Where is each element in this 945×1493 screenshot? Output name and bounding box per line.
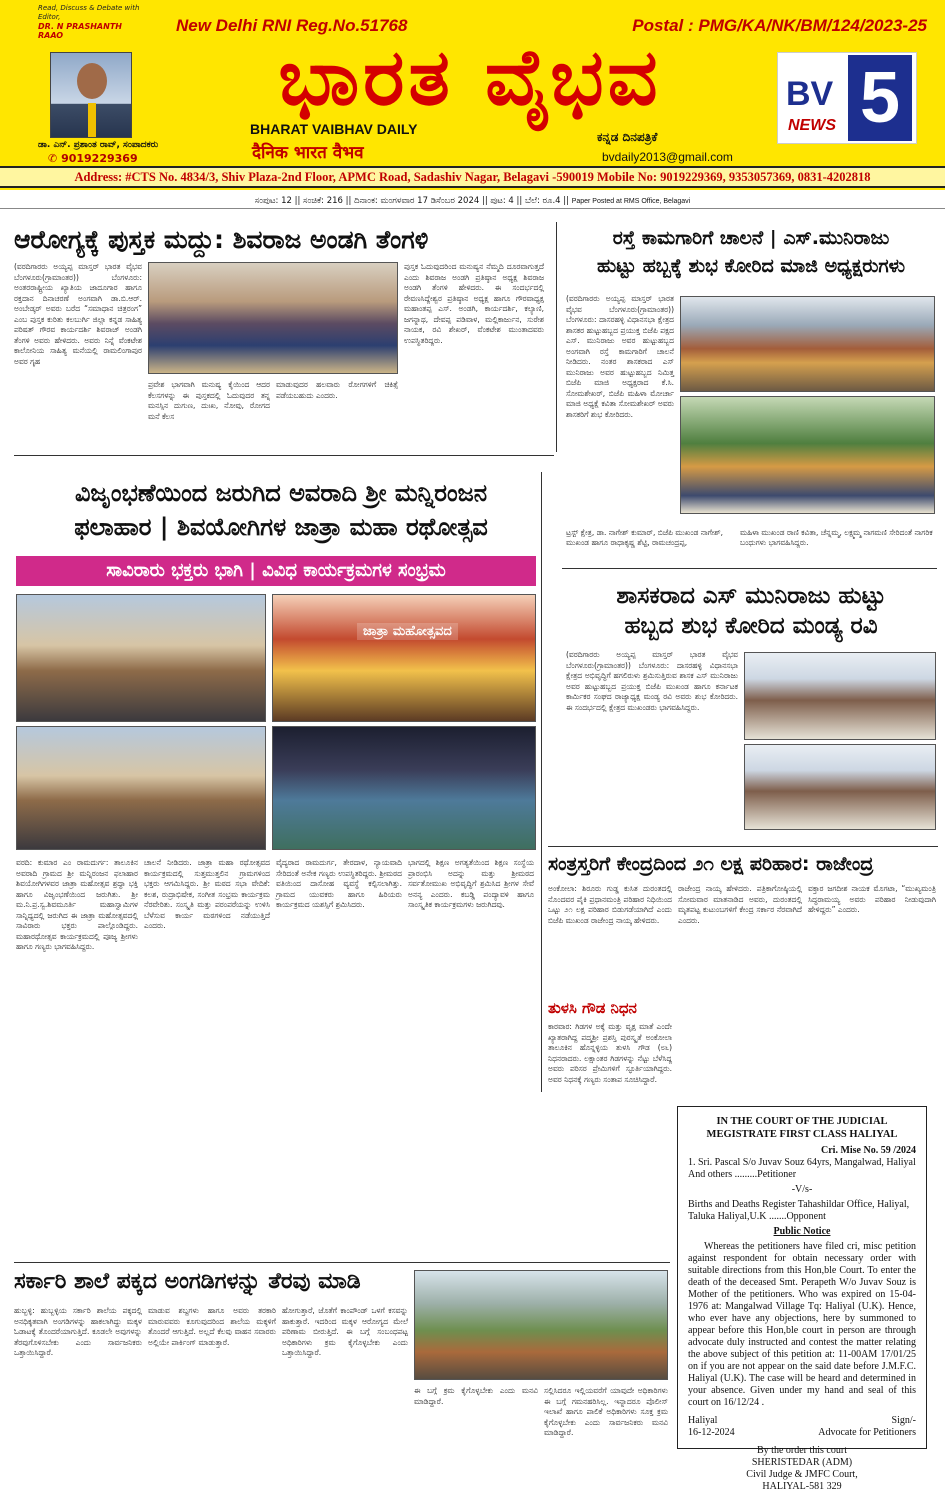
story-divider: [562, 568, 937, 569]
editor-phone: [48, 152, 138, 165]
posted-at: Paper Posted at RMS Office, Belagavi: [571, 198, 691, 205]
office-address: Address: #CTS No. 4834/3, Shiv Plaza-2nd Floor, APMC Road, Sadashiv Nagar, Belagavi -590019 Mobile No: 9019229369, 9353057369, 0831-4202818: [0, 166, 945, 188]
court-mise-no: Cri. Mise No. 59 /2024: [821, 1145, 916, 1156]
story5-col2: ರಾಜೇಂದ್ರ ನಾಯ್ಕ ಹೇಳಿದರು. ಪತ್ರಿಕಾಗೋಷ್ಠಿಯಲ್ಲಿ ಸೋಮವಾರ ಮಾತನಾಡಿದ ಅವರು, ದುರಂತದಲ್ಲಿ ಮೃತಪಟ್ಟ ಕುಟುಂಬಗಳಿಗೆ ಕೇಂದ್ರ ಸರ್ಕಾರ ನೆರವಾಗಿದೆ ಎಂದರು.: [678, 884, 802, 925]
story-divider: [14, 455, 554, 456]
court-place: Haliyal: [688, 1415, 718, 1426]
court-vs: -V/s-: [791, 1184, 813, 1195]
newspaper-title: ಭಾರತ ವೈಭವ: [278, 33, 662, 123]
editor-face: [77, 63, 107, 99]
story1-headline: ಆರೋಗ್ಯಕ್ಕೆ ಪುಸ್ತಕ ಮದ್ದು: ಶಿವರಾಜ ಅಂಡಗಿ ತೆಂಗಳಿ: [14, 225, 429, 254]
story2-headline-line1: ರಸ್ತೆ ಕಾಮಗಾರಿಗೆ ಚಾಲನೆ | ಎಸ್.ಮುನಿರಾಜು: [612, 227, 890, 249]
court-heading: IN THE COURT OF THE JUDICIAL MEGISTRATE FIRST CLASS HALIYAL: [706, 1116, 898, 1140]
story3-col4: ಭಾಗದಲ್ಲಿ ಶಿಕ್ಷಣ ಅಗತ್ಯತೆಯಿಂದ ಶಿಕ್ಷಣ ಸಂಸ್ಥೆಯ ಪ್ರಾರಂಭಿಸಿ ಅದನ್ನು ಮತ್ತು ಶ್ರೀಮಠದ ಸರ್ವತೋಮುಖ ಅಭಿವೃದ್ಧಿಗೆ ಶ್ರಮಿಸಿದ ಶ್ರೀಗಳ ಸೇವೆ ಅನನ್ಯ ಎಂದರು. ಕಬಡ್ಡಿ ಪಂದ್ಯಾವಳಿ ಹಾಗೂ ಸಾಂಸ್ಕೃತಿಕ ಕಾರ್ಯಕ್ರಮಗಳು ಜರುಗಿದವು.: [408, 858, 534, 909]
editor-name-kannada: ಡಾ. ಎನ್. ಪ್ರಶಾಂತ ರಾವ್, ಸಂಪಾದಕರು: [38, 140, 159, 150]
story1-col3: ಪುಸ್ತಕ ಓದುವುದರಿಂದ ಮನುಷ್ಯನ ನೆಮ್ಮದಿ ದೂರವಾಗುತ್ತದೆ ಎಂದು ಶಿವರಾಜ ಅಂಡಗಿ ಪ್ರತಿಷ್ಠಾನ ಅಧ್ಯಕ್ಷ ಶಿವರಾಜ ಅಂಡಗಿ ತೆಂಗಳಿ ಹೇಳಿದರು. ಈ ಸಂದರ್ಭದಲ್ಲಿ ರೇವಣಸಿದ್ದೇಶ್ವರ ಪ್ರತಿಷ್ಠಾನ ಅಧ್ಯಕ್ಷ ಹಾಗೂ ಗೌರವಾಧ್ಯಕ್ಷ ಮಹಾಂತಪ್ಪ ಎಸ್. ಅಂಡಗಿ, ಕಾರ್ಯದರ್ಶಿ, ಕಲ್ಯಾಣಿ, ಜಗನ್ನಾಥ, ದೇವಪ್ಪ ಪಡಿವಾಳ, ಮಲ್ಲಿಕಾರ್ಜುನ, ಸುರೇಶ ನಾಯಕ, ರವಿ ಶೇಖರ್, ವೆಂಕಟೇಶ ಮುಂತಾದವರು ಉಪಸ್ಥಿತರಿದ್ದರು.: [404, 262, 544, 345]
story1-photo: [148, 262, 398, 374]
editor-tie: [88, 103, 96, 137]
court-notice-title: Public Notice: [773, 1226, 831, 1237]
court-date: 16-12-2024: [688, 1427, 735, 1438]
story4-col: (ವರದಿಗಾರರು ಅಯ್ಯಪ್ಪ ಮಾಸ್ತರ್ ಭಾರತ ವೈಭವ ಬೆಂಗಳೂರು(ಗ್ರಾಮಾಂತರ)) ಬೆಂಗಳೂರು: ದಾಸರಹಳ್ಳಿ ವಿಧಾನಸಭಾ ಕ್ಷೇತ್ರದ ಅಭಿವೃದ್ಧಿಗೆ ಹಗಲಿರುಳು ಶ್ರಮಿಸುತ್ತಿರುವ ಶಾಸಕ ಎಸ್ ಮುನಿರಾಜು ಅವರ ಹುಟ್ಟುಹಬ್ಬದ ಪ್ರಯುಕ್ತ ಬಿಜೆಪಿ ಮುಖಂಡ ಹಾಗೂ ಕರ್ನಾಟಕ ಕಾರ್ಮಿಕರ ಸಂಘದ ರಾಜ್ಯಾಧ್ಯಕ್ಷ ಮಂಡ್ಯ ರವಿ ಅವರು ಶುಭ ಕೋರಿದರು. ಈ ಸಂದರ್ಭದಲ್ಲಿ ಕ್ಷೇತ್ರದ ಮುಖಂಡರು ಭಾಗವಹಿಸಿದ್ದರು.: [566, 650, 738, 712]
story3-chariot-photo: [16, 726, 266, 850]
logo-news: NEWS: [788, 117, 836, 134]
story6-headline: ತುಳಸಿ ಗೌಡ ನಿಧನ: [548, 999, 637, 1017]
story3-headline-line2: ಫಲಾಹಾರ | ಶಿವಯೋಗಿಗಳ ಜಾತ್ರಾ ಮಹಾ ರಥೋತ್ಸವ: [74, 513, 488, 541]
court-civil-judge: Civil Judge & JMFC Court,: [746, 1469, 858, 1480]
editor-name: DR. N PRASHANTH RAAO: [38, 22, 122, 40]
story3-portraits-photo: [16, 594, 266, 722]
court-date-row: [688, 1427, 916, 1439]
story1-col2: ಪ್ರವೇಶ ಭಾಗವಾಗಿ ಮನುಷ್ಯ ಕೈಯಿಂದ ಆದರ ಕೆಲಸಗಳನ್ನು ಈ ಪುಸ್ತಕದಲ್ಲಿ ಓದುವುದರ ತನ್ನ ಮನಸ್ಸಿನ ದುಗುಣ, ದುಃಖ, ನೋವು, ರೋಗದ ಮನೆ ಕೆಲಸ: [148, 380, 270, 421]
story3-stage-photo: [272, 594, 536, 722]
story3-col3: ವೈದ್ಯರಾದ ರಾಮದುರ್ಗ, ತೇರದಾಳ, ನ್ಯಾಯವಾದಿ ಸೇರಿದಂತೆ ಅನೇಕ ಗಣ್ಯರು ಉಪಸ್ಥಿತರಿದ್ದರು. ಶ್ರೀಮಠದ ವತಿಯಿಂದ ದಾಸೋಹ ವ್ಯವಸ್ಥೆ ಕಲ್ಪಿಸಲಾಗಿತ್ತು. ಗ್ರಾಮದ ಯುವಕರು ಹಾಗೂ ಹಿರಿಯರು ಕಾರ್ಯಕ್ರಮದ ಯಶಸ್ಸಿಗೆ ಶ್ರಮಿಸಿದರು.: [276, 858, 402, 909]
court-petitioner: 1. Sri. Pascal S/o Juvav Souz 64yrs, Mangalwad, Haliyal And others .........Petitioner: [688, 1157, 916, 1180]
story7-col5: ಸಲ್ಲಿಸಿದರೂ ಇಲ್ಲಿಯವರೆಗೆ ಯಾವುದೇ ಅಧಿಕಾರಿಗಳು ಈ ಬಗ್ಗೆ ಗಮನಹರಿಸಿಲ್ಲ. ಇನ್ನಾದರೂ ಪೊಲೀಸ್ ಇಲಾಖೆ ಹಾಗೂ ಪಾಲಿಕೆ ಅಧಿಕಾರಿಗಳು ಸೂಕ್ತ ಕ್ರಮ ಕೈಗೊಳ್ಳಬೇಕು ಎಂದು ಸಾರ್ವಜನಿಕರು ಮನವಿ ಮಾಡಿದ್ದಾರೆ.: [544, 1386, 668, 1437]
story2-caption2: ಮಹಿಳಾ ಮುಖಂಡ ರಾಣಿ ಕವಿತಾ, ಚೆನ್ನಮ್ಮ, ಲಕ್ಷ್ಮಮ್ಮ ನಾಗಮಣಿ ಸೇರಿದಂತೆ ನಾಗರಿಕ ಬಂಧುಗಳು ಭಾಗವಹಿಸಿದ್ದರು.: [740, 528, 933, 547]
story2-col: (ವರದಿಗಾರರು ಅಯ್ಯಪ್ಪ ಮಾಸ್ತರ್ ಭಾರತ ವೈಭವ ಬೆಂಗಳೂರು(ಗ್ರಾಮಾಂತರ)) ಬೆಂಗಳೂರು: ದಾಸರಹಳ್ಳಿ ವಿಧಾನಸಭಾ ಕ್ಷೇತ್ರದ ಶಾಸಕರ ಹುಟ್ಟುಹಬ್ಬದ ಪ್ರಯುಕ್ತ ಬಿಜೆಪಿ ಪಕ್ಷದ ಎಸ್. ಮುನಿರಾಜು ಅವರ ಹುಟ್ಟುಹಬ್ಬದ ಅಂಗವಾಗಿ ರಸ್ತೆ ಕಾಮಗಾರಿಗೆ ಚಾಲನೆ ನೀಡಿದರು. ನಂತರ ಶಾಸಕರಾದ ಎಸ್ ಮುನಿರಾಜು ಅವರ ಹುಟ್ಟುಹಬ್ಬದ ನಿಮಿತ್ತ ಬಿಜೆಪಿ ಮಾಜಿ ಅಧ್ಯಕ್ಷರಾದ ಕೆ.ಸಿ. ಸೋಮಶೇಖರ್, ಬಿಜೆಪಿ ಮಹಿಳಾ ಮೋರ್ಚಾ ಮಾಜಿ ಅಧ್ಯಕ್ಷೆ ಕವಿತಾ ಸೋಮಶೇಖರ್ ಅವರು ಶಾಸಕರಿಗೆ ಶುಭ ಕೋರಿದರು.: [566, 294, 674, 419]
court-opponent: Births and Deaths Register Tahashildar Office, Haliyal, Taluka Haliyal,U.K .......Opponent: [688, 1199, 910, 1222]
story2-headline-line2: ಹುಟ್ಟು ಹಬ್ಬಕ್ಕೆ ಶುಭ ಕೋರಿದ ಮಾಜಿ ಅಧ್ಯಕ್ಷರುಗಳು: [596, 255, 906, 277]
story3-kabaddi-photo: [272, 726, 536, 850]
story1-bottom2: ಮಾಡುವುದರ ಹಲವಾರು ರೋಗಗಳಿಗೆ ಚಿಕಿತ್ಸೆ ಪಡೆಯಬಹುದು ಎಂದರು.: [276, 380, 398, 400]
story4-photo1: [744, 652, 936, 740]
court-sign: Sign/-: [891, 1415, 916, 1426]
court-sheristedar: SHERISTEDAR (ADM): [751, 1457, 853, 1468]
logo-bv: BV: [786, 75, 834, 113]
subtitle-english: BHARAT VAIBHAV DAILY: [250, 121, 418, 137]
logo-five: 5: [848, 55, 912, 141]
story2-photo2: [680, 396, 935, 514]
column-divider: [556, 222, 557, 452]
rni-number: New Delhi RNI Reg.No.51768: [176, 16, 408, 35]
story7-photo: [414, 1270, 668, 1380]
story5-col1: ಅಂಕೋಲಾ: ಶಿರೂರು ಗುಡ್ಡ ಕುಸಿತ ದುರಂತದಲ್ಲಿ ನೊಂದವರ ಪೈಕಿ ಪ್ರಧಾನಮಂತ್ರಿ ಪರಿಹಾರ ನಿಧಿಯಿಂದ ಒಟ್ಟು ೨೧ ಲಕ್ಷ ಪರಿಹಾರ ಬಿಡುಗಡೆಯಾಗಿದೆ ಎಂದು ಬಿಜೆಪಿ ಮುಖಂಡ ರಾಜೇಂದ್ರ ನಾಯ್ಕ ಹೇಳಿದರು.: [548, 884, 672, 925]
story4-photo2: [744, 744, 936, 830]
story3-banner: ಸಾವಿರಾರು ಭಕ್ತರು ಭಾಗಿ | ವಿವಿಧ ಕಾರ್ಯಕ್ರಮಗಳ ಸಂಭ್ರಮ: [16, 556, 536, 586]
story7-headline: ಸರ್ಕಾರಿ ಶಾಲೆ ಪಕ್ಕದ ಅಂಗಡಿಗಳನ್ನು ತೆರವು ಮಾಡಿ: [14, 1269, 361, 1294]
court-public-notice: [677, 1106, 927, 1492]
column-divider: [541, 472, 542, 1092]
story-divider: [548, 846, 938, 847]
editor-photo: [50, 52, 132, 138]
phone-icon: ✆: [48, 152, 58, 165]
masthead: [0, 0, 945, 190]
story3-col2: ಚಾಲನೆ ನೀಡಿದರು. ಜಾತ್ರಾ ಮಹಾ ರಥೋತ್ಸವದ ಕಾರ್ಯಕ್ರಮದಲ್ಲಿ ಸುತ್ತಮುತ್ತಲಿನ ಗ್ರಾಮಗಳಿಂದ ಭಕ್ತರು ಆಗಮಿಸಿದ್ದರು. ಶ್ರೀ ಮಠದ ಸಭಾ ವೇದಿಕೆ: ಕಲಶ, ರುದ್ರಾಭಿಷೇಕ, ಸಂಗೀತ ಸಂಭ್ರಮ ಕಾರ್ಯಕ್ರಮ ನೆರವೇರಿತು. ಸಂಸ್ಕೃತಿ ಮತ್ತು ಪರಂಪರೆಯನ್ನು ಉಳಿಸಿ ಬೆಳೆಸುವ ಕಾರ್ಯ ಮಠಗಳಿಂದ ನಡೆಯುತ್ತಿದೆ ಎಂದರು.: [144, 858, 270, 930]
story2-caption1: ಟ್ರಸ್ಟ್ ಕ್ಷೇತ್ರ, ಡಾ. ನಾಗೇಶ್ ಕುಮಾರ್, ಬಿಜೆಪಿ ಮುಖಂಡ ನಾಗೇಶ್, ಮುಖಂಡ ಹಾಗೂ ರಾಧಾಕೃಷ್ಣ ಶೆಟ್ಟಿ, ರಾಮಚಂದ್ರಪ್ಪ,: [566, 528, 724, 547]
editor-phone-number: 9019229369: [61, 152, 138, 165]
court-place-row: [688, 1415, 916, 1427]
story7-col4: ಈ ಬಗ್ಗೆ ಕ್ರಮ ಕೈಗೊಳ್ಳಬೇಕು ಎಂದು ಮನವಿ ಮಾಡಿದ್ದಾರೆ.: [414, 1386, 538, 1406]
story3-col1: ವರದಿ: ಕುಮಾರ ಎಂ ರಾಮದುರ್ಗ: ತಾಲೂಕಿನ ಅವರಾದಿ ಗ್ರಾಮದ ಶ್ರೀ ಮನ್ನಿರಂಜನ ಫಲಾಹಾರ ಶಿವಯೋಗಿಗಳವರ ಜಾತ್ರಾ ಮಹೋತ್ಸವ ಶ್ರದ್ಧಾ ಭಕ್ತಿ ಹಾಗೂ ವಿಜೃಂಭಣೆಯಿಂದ ಜರುಗಿತು. ಶ್ರೀ ಮ.ನಿ.ಪ್ರ.ಸ್ವ.ಶಿವಮೂರ್ತಿ ಮಹಾಸ್ವಾಮಿಗಳ ಸಾನ್ನಿಧ್ಯದಲ್ಲಿ ಜರುಗಿದ ಈ ಜಾತ್ರಾ ಮಹೋತ್ಸವದಲ್ಲಿ ಸಾವಿರಾರು ಭಕ್ತರು ಪಾಲ್ಗೊಂಡಿದ್ದರು. ಮಹಾರಥೋತ್ಸವ ಕಾರ್ಯಕ್ರಮದಲ್ಲಿ ಪೂಜ್ಯ ಶ್ರೀಗಳು ಹಾಗೂ ಗಣ್ಯರು ಭಾಗವಹಿಸಿದ್ದರು.: [16, 858, 138, 951]
stage-banner-text: ಜಾತ್ರಾ ಮಹೋತ್ಸವದ: [357, 623, 458, 640]
story5-col3: ವಕ್ತಾರ ಜಗದೀಶ ನಾಯಕ ಮೊಗಟಾ, “ಮುಖ್ಯಮಂತ್ರಿ ಸಿದ್ಧರಾಮಯ್ಯ ಅವರು ಪರಿಹಾರ ನೀಡುವುದಾಗಿ ಹೇಳಿದ್ದರು” ಎಂದರು.: [808, 884, 936, 914]
story4-headline-line2: ಹಬ್ಬದ ಶುಭ ಕೋರಿದ ಮಂಡ್ಯ ರವಿ: [624, 613, 878, 639]
court-haliyal: HALIYAL-581 329: [762, 1481, 842, 1492]
story2-photo1: [680, 296, 935, 392]
story4-headline-line1: ಶಾಸಕರಾದ ಎಸ್ ಮುನಿರಾಜು ಹುಟ್ಟು: [616, 583, 886, 609]
bv5-news-logo: [777, 52, 917, 144]
story3-headline-line1: ವಿಜೃಂಭಣೆಯಿಂದ ಜರುಗಿದ ಅವರಾದಿ ಶ್ರೀ ಮನ್ನಿರಂಜನ: [74, 479, 488, 507]
story7-col2: ಮಾಡುವ ಶಬ್ದಗಳು ಹಾಗೂ ಅವರು ತರಕಾರಿ ಮಾರುವವರು ಕೂಗುವುದರಿಂದ ಶಾಲೆಯ ಮಕ್ಕಳಿಗೆ ತೊಂದರೆ ಆಗುತ್ತಿದೆ. ಅಲ್ಲದೆ ಕೆಲವು ವಾಹನ ಸವಾರರು ಅಲ್ಲಿಯೇ ಪಾರ್ಕಿಂಗ್ ಮಾಡುತ್ತಾರೆ.: [148, 1306, 276, 1347]
court-notice-body: Whereas the petitioners have filed cri, misc petition against respondent for obtain necessary order with suitable directions from this Hon,ble Court. To enter the death of the deceased Smt. Perapeth W/o Juvav Souz is Mother of the petitioners. Who was expired on 15-04-1976 at: Mangalwad Village Tq: Haliyal (U.K). Hence, who ever have any objections, here by summoned to appear before this Hon,ble court in person are through advocate duly instructed and contest the matter relating the above subject of this petition at: 11-00AM 17/01/25 on if you are not appear on the said date before J.M.F.C. Haliyal (U.K). The case will be heard and determined in your absence. Given under my hand and seal of this court on 16/12/24 .: [688, 1241, 916, 1408]
issue-details: ಸಂಪುಟ: 12 || ಸಂಚಿಕೆ: 216 || ದಿನಾಂಕ: ಮಂಗಳವಾರ 17 ಡಿಸೆಂಬರ 2024 || ಪುಟ: 4 || ಬೆಲೆ: ರೂ.4 ||: [254, 196, 569, 206]
editor-top-text: Read, Discuss & Debate with Editor,: [38, 4, 140, 21]
subtitle-hindi: दैनिक भारत वैभव: [252, 143, 364, 163]
story7-col1: ಹುಬ್ಬಳ್ಳಿ: ಹುಬ್ಬಳ್ಳಿಯ ಸರ್ಕಾರಿ ಶಾಲೆಯ ಪಕ್ಕದಲ್ಲಿ ಅನಧಿಕೃತವಾಗಿ ಅಂಗಡಿಗಳನ್ನು ಹಾಕಲಾಗಿದ್ದು ಮಕ್ಕಳ ಓಡಾಟಕ್ಕೆ ತೊಂದರೆಯಾಗುತ್ತಿದೆ. ಕೂಡಲೇ ಅವುಗಳನ್ನು ತೆರವುಗೊಳಿಸಬೇಕು ಎಂದು ಸಾರ್ವಜನಿಕರು ಒತ್ತಾಯಿಸಿದ್ದಾರೆ.: [14, 1306, 142, 1357]
newspaper-email: bvdaily2013@gmail.com: [602, 150, 733, 164]
court-order-line: By the order this court: [757, 1445, 847, 1456]
story7-col3: ಹೋಗುತ್ತಾರೆ, ಜೊತೆಗೆ ಕಾಂಪೌಂಡ್ ಒಳಗೆ ಕಸವನ್ನು ಹಾಕುತ್ತಾರೆ. ಇದರಿಂದ ಮಕ್ಕಳ ಆರೋಗ್ಯದ ಮೇಲೆ ಪರಿಣಾಮ ಬೀರುತ್ತಿದೆ. ಈ ಬಗ್ಗೆ ಸಂಬಂಧಪಟ್ಟ ಅಧಿಕಾರಿಗಳು ಕ್ರಮ ಕೈಗೊಳ್ಳಬೇಕು ಎಂದು ಒತ್ತಾಯಿಸಿದ್ದಾರೆ.: [282, 1306, 408, 1357]
kannada-daily-label: ಕನ್ನಡ ದಿನಪತ್ರಿಕೆ: [597, 130, 658, 144]
story-divider: [14, 1262, 670, 1263]
editor-intro: [38, 4, 148, 40]
story6-col: ಕಾರವಾರ: ಗಿಡಗಳ ಅಕ್ಕೆ ಮತ್ತು ವೃಕ್ಷ ಮಾತೆ ಎಂದೇ ಖ್ಯಾತರಾಗಿದ್ದ ಪದ್ಮಶ್ರೀ ಪ್ರಶಸ್ತಿ ಪುರಸ್ಕೃತೆ ಅಂಕೋಲಾ ತಾಲೂಕಿನ ಹೊನ್ನಳ್ಳಿಯ ತುಳಸಿ ಗೌಡ (೮೬) ನಿಧನರಾದರು. ಲಕ್ಷಾಂತರ ಗಿಡಗಳನ್ನು ನೆಟ್ಟು ಬೆಳೆಸಿದ್ದ ಅವರು ಪರಿಸರ ಪ್ರೇಮಿಗಳಿಗೆ ಸ್ಫೂರ್ತಿಯಾಗಿದ್ದರು. ಅವರ ನಿಧನಕ್ಕೆ ಗಣ್ಯರು ಸಂತಾಪ ಸೂಚಿಸಿದ್ದಾರೆ.: [548, 1022, 672, 1084]
court-advocate: Advocate for Petitioners: [818, 1427, 916, 1438]
postal-number: Postal : PMG/KA/NK/BM/124/2023-25: [632, 16, 927, 35]
story5-headline: ಸಂತ್ರಸ್ತರಿಗೆ ಕೇಂದ್ರದಿಂದ ೨೧ ಲಕ್ಷ ಪರಿಹಾರ: ರಾಜೇಂದ್ರ: [548, 853, 874, 875]
issue-line: [0, 193, 945, 209]
story1-col1: (ವರದಿಗಾರರು ಅಯ್ಯಪ್ಪ ಮಾಸ್ತರ್ ಭಾರತ ವೈಭವ ಬೆಂಗಳೂರು(ಗ್ರಾಮಾಂತರ)) ಬೆಂಗಳೂರು: ಅಂತರರಾಷ್ಟ್ರೀಯ ಖ್ಯಾತಿಯ ಜಾದೂಗಾರ ಹಾಗೂ ರಕ್ತದಾನ ದಿನಾಚರಣೆ ಅಂಗವಾಗಿ ಡಾ.ಬಿ.ಆರ್. ಅಂಬೇಡ್ಕರ್ ಅವರು ಬರೆದ “ಸಮಾಧಾನ ಚಿತ್ರರಂಗ” ಎಂಬ ಪುಸ್ತಕ ಕುರಿತು ಕಲಬುರ್ಗಿ ಜಿಲ್ಲಾ ಕನ್ನಡ ಸಾಹಿತ್ಯ ಪರಿಷತ್ ಗೌರವ ಕಾರ್ಯದರ್ಶಿ ಶಿವರಾಜ್ ಅಂಡಗಿ ತೆಂಗಳಿ ಅವರು ಹೇಳಿದರು. ಅವರು ನಿನ್ನೆ ವೆಂಕಟೇಶ ಕಾಲೋನಿಯ ಸಾಹಿತ್ಯ ಮನೆಯಲ್ಲಿ ರಾಮಲಿಂಗಾಪುರ ಅವರ ಗೃಹ: [14, 262, 142, 366]
